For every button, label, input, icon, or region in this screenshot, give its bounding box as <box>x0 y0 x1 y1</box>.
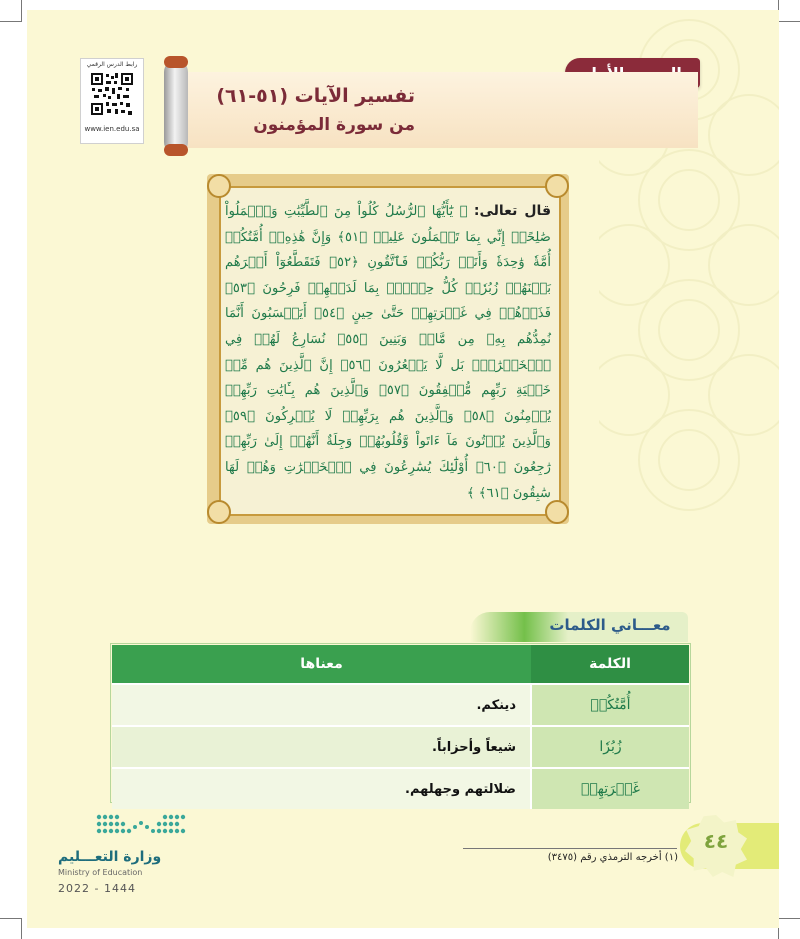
word-cell: زُبُرٗا <box>531 726 689 768</box>
scroll-roller-cap-top <box>164 56 188 68</box>
scroll-roller <box>164 60 188 154</box>
column-header-meaning: معناها <box>112 645 531 684</box>
verse-lead: قال تعالى: <box>473 203 551 219</box>
word-meanings-table <box>112 645 689 809</box>
ministry-name-english: Ministry of Education <box>58 868 143 877</box>
scroll-roller-cap-bottom <box>164 144 188 156</box>
table-row <box>112 684 689 726</box>
word-cell: أُمَّتُكُمۡ <box>531 684 689 726</box>
footnote: (١) أخرجه الترمذي رقم (٣٤٧٥) <box>547 852 678 863</box>
qr-url[interactable]: www.ien.edu.sa <box>84 125 140 133</box>
footnote-divider <box>463 848 677 849</box>
meaning-cell: دينكم. <box>112 684 531 726</box>
frame-corner-ornament <box>207 174 231 198</box>
table-row <box>112 726 689 768</box>
table-header-row <box>112 645 689 684</box>
quran-verse <box>225 199 551 499</box>
word-meanings-title: معـــاني الكلمات <box>549 616 671 634</box>
page-subtitle: من سورة المؤمنون <box>253 115 415 135</box>
ministry-name-arabic: وزارة التعـــليم <box>58 849 162 865</box>
column-header-word: الكلمة <box>531 645 689 684</box>
page-title: تفسير الآيات (٥١-٦١) <box>216 85 415 107</box>
qr-code-card[interactable] <box>80 58 144 144</box>
meaning-cell: شيعاً وأحزاباً. <box>112 726 531 768</box>
ministry-year: 2022 - 1444 <box>58 882 136 895</box>
ministry-logo-icon <box>95 812 187 842</box>
qr-caption: رابط الدرس الرقمي <box>86 61 138 68</box>
table-row <box>112 768 689 809</box>
title-scroll <box>180 72 698 148</box>
meaning-cell: ضلالتهم وجهلهم. <box>112 768 531 809</box>
word-cell: غَمۡرَتِهِمۡ <box>531 768 689 809</box>
qr-code-icon <box>90 72 134 116</box>
page-number: ٤٤ <box>703 829 729 853</box>
verse-text: ﴿ يَٰٓأَيُّهَا ٱلرُّسُلُ كُلُواْ مِنَ ٱلطَّيِّبَٰتِ وَٱعۡمَلُواْ صَٰلِحًاۖ إِنِّي بِمَا تَعۡمَلُونَ عَلِيمٞ ﴿٥١﴾ وَإِنَّ هَٰذِهِۦٓ أُمَّتُكُمۡ أُمَّةٗ وَٰحِدَةٗ وَأَنَا۠ رَبُّكُمۡ فَٱتَّقُونِ ﴿٥٢﴾ فَتَقَطَّعُوٓاْ أَمۡرَهُم بَيۡنَهُمۡ زُبُرٗاۖ كُلُّ حِزۡبِۭ بِمَا لَدَيۡهِمۡ فَرِحُونَ ﴿٥٣﴾ فَذَرۡهُمۡ فِي غَمۡرَتِهِمۡ حَتَّىٰ حِينٍ ﴿٥٤﴾ أَيَحۡسَبُونَ أَنَّمَا نُمِدُّهُم بِهِۦ مِن مَّالٖ وَبَنِينَ ﴿٥٥﴾ نُسَارِعُ لَهُمۡ فِي ٱلۡخَيۡرَٰتِۚ بَل لَّا يَشۡعُرُونَ ﴿٥٦﴾ إِنَّ ٱلَّذِينَ هُم مِّنۡ خَشۡيَةِ رَبِّهِم مُّشۡفِقُونَ ﴿٥٧﴾ وَٱلَّذِينَ هُم بِـَٔايَٰتِ رَبِّهِمۡ يُؤۡمِنُونَ ﴿٥٨﴾ وَٱلَّذِينَ هُم بِرَبِّهِمۡ لَا يُشۡرِكُونَ ﴿٥٩﴾ وَٱلَّذِينَ يُؤۡتُونَ مَآ ءَاتَواْ وَّقُلُوبُهُمۡ وَجِلَةٌ أَنَّهُمۡ إِلَىٰ رَبِّهِمۡ رَٰجِعُونَ ﴿٦٠﴾ أُوْلَٰٓئِكَ يُسَٰرِعُونَ فِي ٱلۡخَيۡرَٰتِ وَهُمۡ لَهَا سَٰبِقُونَ ﴿٦١﴾ ﴾ <box>225 204 551 501</box>
frame-corner-ornament <box>545 174 569 198</box>
frame-corner-ornament <box>207 500 231 524</box>
